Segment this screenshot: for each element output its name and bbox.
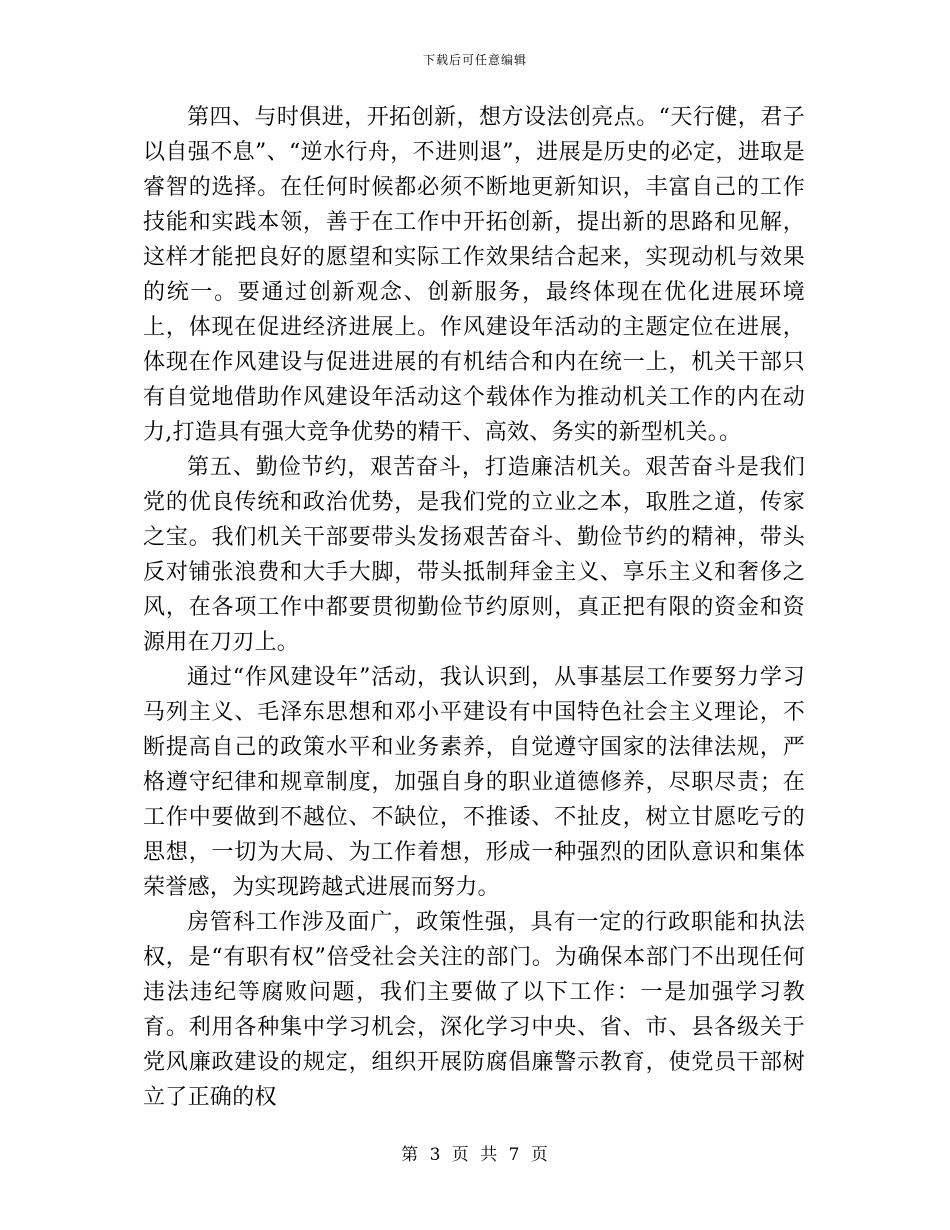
footer-total-pages: 7: [508, 1145, 521, 1165]
footer-current-page: 3: [429, 1145, 442, 1165]
paragraph-work-style-year: 通过“作风建设年”活动，我认识到，从事基层工作要努力学习马列主义、毛泽东思想和邓小平建设有中国特色社会主义理论，不断提高自己的政策水平和业务素养，自觉遵守国家的法律法规，严格遵守纪律和规章制度，加强自身的职业道德修养，尽职尽责；在工作中要做到不越位、不缺位，不推诿、不扯皮，树立甘愿吃亏的思想，一切为大局、为工作着想，形成一种强烈的团队意识和集体荣誉感，为实现跨越式进展而努力。: [143, 665, 805, 900]
paragraph-four: 第四、与时俱进，开拓创新，想方设法创亮点。“天行健，君子以自强不息”、“逆水行舟，不进则退”，进展是历史的必定，进取是睿智的选择。在任何时候都必须不断地更新知识，丰富自己的工作技能和实践本领，善于在工作中开拓创新，提出新的思路和见解，这样才能把良好的愿望和实际工作效果结合起来，实现动机与效果的统一。要通过创新观念、创新服务，最终体现在优化进展环境上，体现在促进经济进展上。作风建设年活动的主题定位在进展，体现在作风建设与促进进展的有机结合和内在统一上，机关干部只有自觉地借助作风建设年活动这个载体作为推动机关工作的内在动力,打造具有强大竞争优势的精干、高效、务实的新型机关。。: [143, 105, 805, 445]
paragraph-housing-dept: 房管科工作涉及面广，政策性强，具有一定的行政职能和执法权，是“有职有权”倍受社会关注的部门。为确保本部门不出现任何违法违纪等腐败问题，我们主要做了以下工作：一是加强学习教育。利用各种集中学习机会，深化学习中央、省、市、县各级关于党风廉政建设的规定，组织开展防腐倡廉警示教育，使党员干部树立了正确的权: [143, 910, 805, 1110]
footer-prefix: 第: [401, 1145, 420, 1165]
footer-page-word: 页: [451, 1145, 470, 1165]
page-header: 下载后可任意编辑: [422, 53, 527, 67]
paragraph-five: 第五、勤俭节约，艰苦奋斗，打造廉洁机关。艰苦奋斗是我们党的优良传统和政治优势，是我们党的立业之本，取胜之道，传家之宝。我们机关干部要带头发扬艰苦奋斗、勤俭节约的精神，带头反对铺张浪费和大手大脚，带头抵制拜金主义、享乐主义和奢侈之风，在各项工作中都要贯彻勤俭节约原则，真正把有限的资金和资源用在刀刃上。: [143, 455, 805, 655]
document-body: [143, 100, 805, 1115]
footer-suffix: 页: [530, 1145, 549, 1165]
footer-total-word: 共: [480, 1145, 499, 1165]
page-footer: [0, 1144, 950, 1166]
